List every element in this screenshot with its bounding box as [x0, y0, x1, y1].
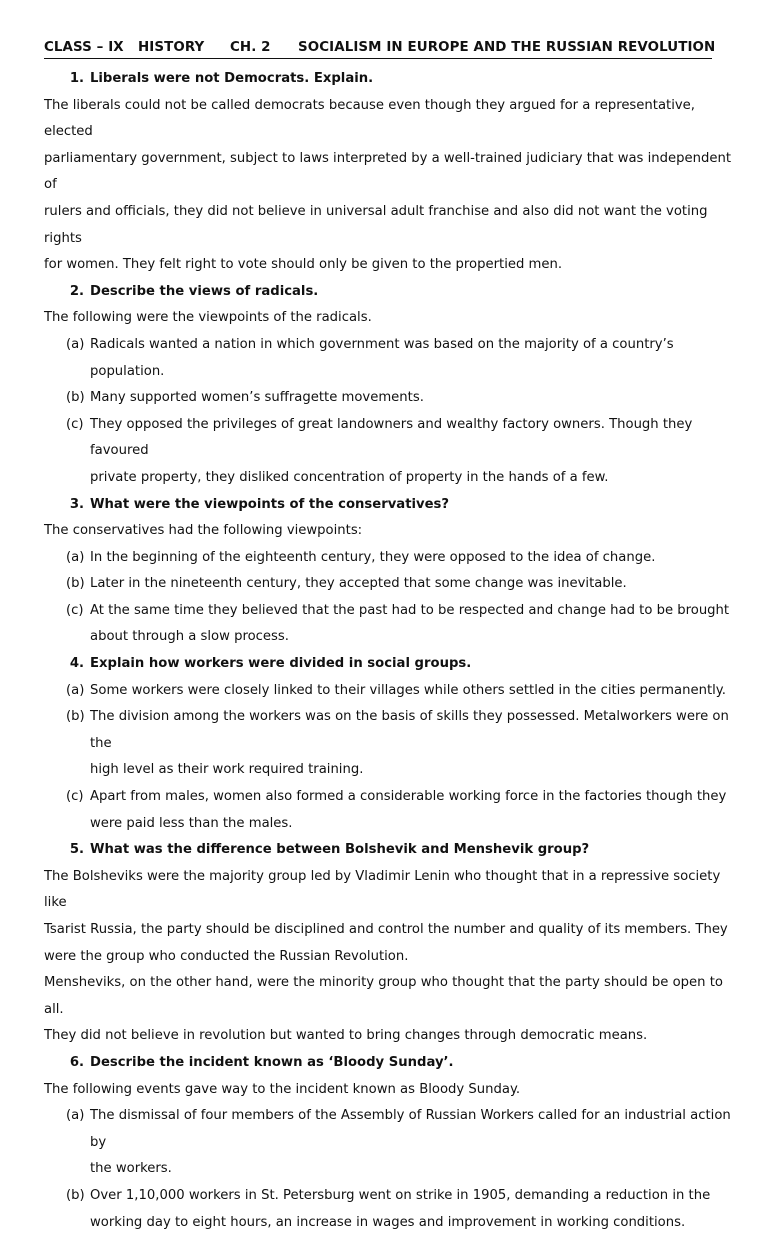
item-line: Later in the nineteenth century, they accepted that some change was inevitable. [90, 576, 627, 592]
question-number: 2. [69, 283, 84, 299]
question-text: Describe the incident known as ‘Bloody Sunday’. [90, 1054, 454, 1070]
item-text [90, 332, 734, 385]
document-body [44, 66, 734, 1236]
item-line: high level as their work required training. [90, 762, 364, 778]
item-line: about through a slow process. [90, 629, 289, 645]
question-number: 5. [69, 842, 84, 858]
item-line: were paid less than the males. [90, 815, 293, 831]
item-text [90, 704, 734, 784]
item-label: (c) [66, 416, 84, 432]
item-line: At the same time they believed that the past had to be respected and change had to be brought [90, 602, 730, 618]
item-text [90, 1103, 734, 1183]
item-label: (b) [66, 576, 85, 592]
item-label: (c) [66, 602, 84, 618]
item-text [90, 598, 734, 651]
item-text [90, 1183, 734, 1236]
item-text [90, 571, 734, 598]
question-text: Explain how workers were divided in social groups. [90, 656, 472, 672]
item-label: (c) [66, 789, 84, 805]
item-line: Radicals wanted a nation in which government was based on the majority of a country’s population. [90, 336, 674, 379]
list-item [44, 678, 734, 705]
question-5 [44, 837, 734, 864]
class-label: CLASS – IX [44, 40, 124, 55]
item-label: (a) [66, 336, 85, 352]
list-item [44, 545, 734, 572]
item-line: The division among the workers was on the basis of skills they possessed. Metalworkers were on the [90, 709, 729, 751]
answer-line: rulers and officials, they did not believe in universal adult franchise and also did not want the voting rights [44, 203, 708, 246]
item-line: private property, they disliked concentration of property in the hands of a few. [90, 469, 609, 485]
list-item [44, 784, 734, 837]
answer-line: parliamentary government, subject to laws interpreted by a well-trained judiciary that was independent of [44, 150, 731, 193]
subject-label: HISTORY [138, 40, 205, 55]
item-text [90, 678, 734, 705]
item-text [90, 545, 734, 572]
question-number: 1. [69, 71, 84, 86]
question-text: Liberals were not Democrats. Explain. [90, 71, 374, 86]
list-item [44, 598, 734, 651]
item-line: In the beginning of the eighteenth century, they were opposed to the idea of change. [90, 549, 656, 565]
answer-line: They did not believe in revolution but wanted to bring changes through democratic means. [44, 1028, 648, 1044]
item-line: Many supported women’s suffragette movements. [90, 390, 424, 406]
question-number: 3. [69, 496, 84, 512]
item-line: Apart from males, women also formed a considerable working force in the factories though they [90, 789, 727, 805]
question-3 [44, 492, 734, 519]
chapter-label: CH. 2 [230, 40, 271, 55]
item-line: the workers. [90, 1161, 172, 1177]
list-item [44, 704, 734, 784]
item-label: (a) [66, 1108, 85, 1124]
question-text: What were the viewpoints of the conservatives? [90, 496, 450, 512]
item-line: They opposed the privileges of great landowners and wealthy factory owners. Though they favoured [90, 416, 693, 459]
answer-line: Mensheviks, on the other hand, were the minority group who thought that the party should be open to all. [44, 975, 723, 1017]
answer-line: were the group who conducted the Russian Revolution. [44, 948, 409, 964]
question-2 [44, 279, 734, 306]
list-item [44, 571, 734, 598]
answer-line: Tsarist Russia, the party should be disciplined and control the number and quality of its members. They [44, 922, 728, 937]
question-number: 4. [69, 656, 84, 672]
item-label: (a) [66, 549, 85, 565]
item-label: (b) [66, 390, 85, 406]
answer-line: The Bolsheviks were the majority group led by Vladimir Lenin who thought that in a repressive society like [44, 868, 721, 911]
answer-intro: The following were the viewpoints of the radicals. [44, 310, 372, 326]
item-line: Some workers were closely linked to their villages while others settled in the cities permanently. [90, 682, 726, 698]
list-item [44, 332, 734, 385]
list-item [44, 412, 734, 492]
question-text: Describe the views of radicals. [90, 283, 319, 299]
question-number: 6. [69, 1054, 84, 1070]
list-item [44, 1183, 734, 1236]
question-4 [44, 651, 734, 678]
answer-intro: The conservatives had the following viewpoints: [44, 523, 363, 539]
answer-intro: The following events gave way to the incident known as Bloody Sunday. [44, 1081, 521, 1097]
question-6 [44, 1050, 734, 1077]
page-heading [44, 38, 716, 59]
item-label: (b) [66, 709, 85, 725]
answer-line: The liberals could not be called democrats because even though they argued for a representative, elected [44, 97, 695, 140]
item-label: (b) [66, 1187, 85, 1203]
answer-line: for women. They felt right to vote should only be given to the propertied men. [44, 257, 563, 273]
item-line: The dismissal of four members of the Assembly of Russian Workers called for an industrial action by [90, 1108, 731, 1150]
item-text [90, 412, 734, 492]
item-text [90, 385, 734, 412]
chapter-title: SOCIALISM IN EUROPE AND THE RUSSIAN REVOLUTION [298, 40, 716, 55]
item-line: Over 1,10,000 workers in St. Petersburg went on strike in 1905, demanding a reduction in the [90, 1187, 711, 1203]
item-label: (a) [66, 682, 85, 698]
list-item [44, 1103, 734, 1183]
question-1 [44, 66, 734, 93]
question-text: What was the difference between Bolshevik and Menshevik group? [90, 842, 590, 858]
item-line: working day to eight hours, an increase in wages and improvement in working conditions. [90, 1214, 686, 1230]
item-text [90, 784, 734, 837]
list-item [44, 385, 734, 412]
